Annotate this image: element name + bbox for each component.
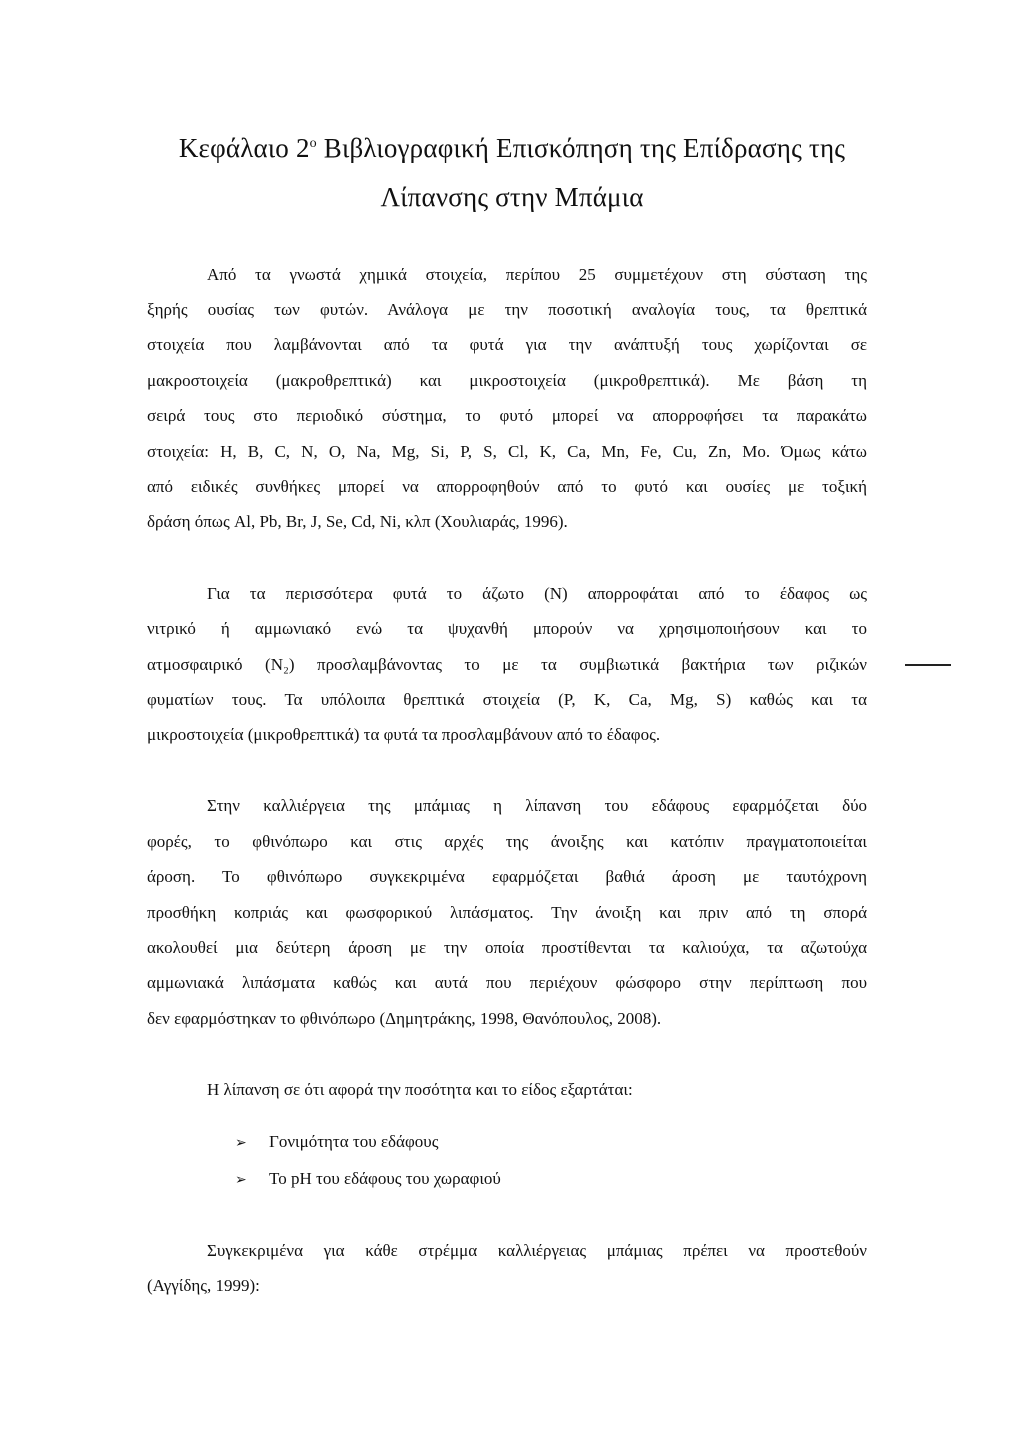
paragraph-2-line-5: μικροστοιχεία (μικροθρεπτικά) τα φυτά τα προσλαμβάνουν από το έδαφος. (147, 725, 661, 744)
paragraph-2-line-1: Για τα περισσότερα φυτά το άζωτο (N) απορροφάται από το έδαφος ως (207, 584, 867, 603)
paragraph-3-line-5: ακολουθεί μια δεύτερη άροση με την οποία προστίθενται τα καλιούχα, τα αζωτούχα (147, 938, 867, 957)
paragraph-1-line-4: μακροστοιχεία (μακροθρεπτικά) και μικροστοιχεία (μικροθρεπτικά). Με βάση τη (147, 371, 867, 390)
chapter-title-line-2: Λίπανσης στην Μπάμια (380, 182, 644, 212)
footer-rule (905, 664, 951, 666)
arrow-bullet-icon: ➢ (235, 1136, 247, 1151)
paragraph-1-line-2: ξηρής ουσίας των φυτών. Ανάλογα με την ποσοτική αναλογία τους, τα θρεπτικά (147, 300, 867, 319)
paragraph-1-line-1: Από τα γνωστά χημικά στοιχεία, περίπου 25 συμμετέχουν στη σύσταση της (207, 265, 867, 284)
chapter-title-text: Βιβλιογραφική Επισκόπηση της Επίδρασης της (316, 133, 846, 163)
paragraph-3-line-2: φορές, το φθινόπωρο και στις αρχές της άνοιξης και κατόπιν πραγματοποιείται (147, 832, 867, 851)
paragraph-3-line-4: προσθήκη κοπριάς και φωσφορικού λιπάσματος. Την άνοιξη και πριν από τη σπορά (147, 903, 867, 922)
chapter-title-prefix: Κεφάλαιο 2 (178, 133, 310, 163)
paragraph-2-line-4: φυματίων τους. Τα υπόλοιπα θρεπτικά στοιχεία (P, K, Ca, Mg, S) καθώς και τα (147, 690, 867, 709)
bullet-item-text: Γονιμότητα του εδάφους (269, 1132, 439, 1151)
bullet-item-2 (235, 1168, 501, 1192)
paragraph-3-line-3: άροση. Το φθινόπωρο συγκεκριμένα εφαρμόζεται βαθιά άροση με ταυτόχρονη (147, 867, 867, 886)
paragraph-2-line-3: ατμοσφαιρικό (N₂) προσλαμβάνοντας το με τα συμβιωτικά βακτήρια των ριζικών (147, 655, 867, 674)
paragraph-1-line-3: στοιχεία που λαμβάνονται από τα φυτά για την ανάπτυξή τους χωρίζονται σε (147, 335, 867, 354)
arrow-bullet-icon: ➢ (235, 1173, 247, 1188)
paragraph-1-line-6: στοιχεία: H, B, C, N, O, Na, Mg, Si, P, S, Cl, K, Ca, Mn, Fe, Cu, Zn, Mo. Όμως κάτω (147, 442, 867, 461)
paragraph-3-line-6: αμμωνιακά λιπάσματα καθώς και αυτά που περιέχουν φώσφορο στην περίπτωση που (147, 973, 867, 992)
paragraph-1-line-5: σειρά τους στο περιοδικό σύστημα, το φυτό μπορεί να απορροφήσει τα παρακάτω (147, 406, 867, 425)
chapter-title-line-1 (120, 131, 904, 165)
paragraph-3-line-1: Στην καλλιέργεια της μπάμιας η λίπανση του εδάφους εφαρμόζεται δύο (207, 796, 867, 815)
bullet-item-text: Το pH του εδάφους του χωραφιού (269, 1169, 501, 1188)
paragraph-1-line-8: δράση όπως Al, Pb, Br, J, Se, Cd, Ni, κλπ (Χουλιαράς, 1996). (147, 512, 568, 531)
paragraph-2-line-2: νιτρικό ή αμμωνιακό ενώ τα ψυχανθή μπορούν να χρησιμοποιήσουν και το (147, 619, 867, 638)
paragraph-3-line-7: δεν εφαρμόστηκαν το φθινόπωρο (Δημητράκης, 1998, Θανόπουλος, 2008). (147, 1009, 662, 1028)
paragraph-4-line-1: Η λίπανση σε ότι αφορά την ποσότητα και το είδος εξαρτάται: (207, 1080, 633, 1099)
paragraph-1-line-7: από ειδικές συνθήκες μπορεί να απορροφηθούν από το φυτό και ουσίες με τοξική (147, 477, 867, 496)
closing-line-2: (Αγγίδης, 1999): (147, 1276, 260, 1295)
closing-line-1: Συγκεκριμένα για κάθε στρέμμα καλλιέργειας μπάμιας πρέπει να προστεθούν (207, 1241, 867, 1260)
bullet-item-1 (235, 1131, 438, 1155)
chapter-number-superscript: ο (309, 136, 317, 151)
